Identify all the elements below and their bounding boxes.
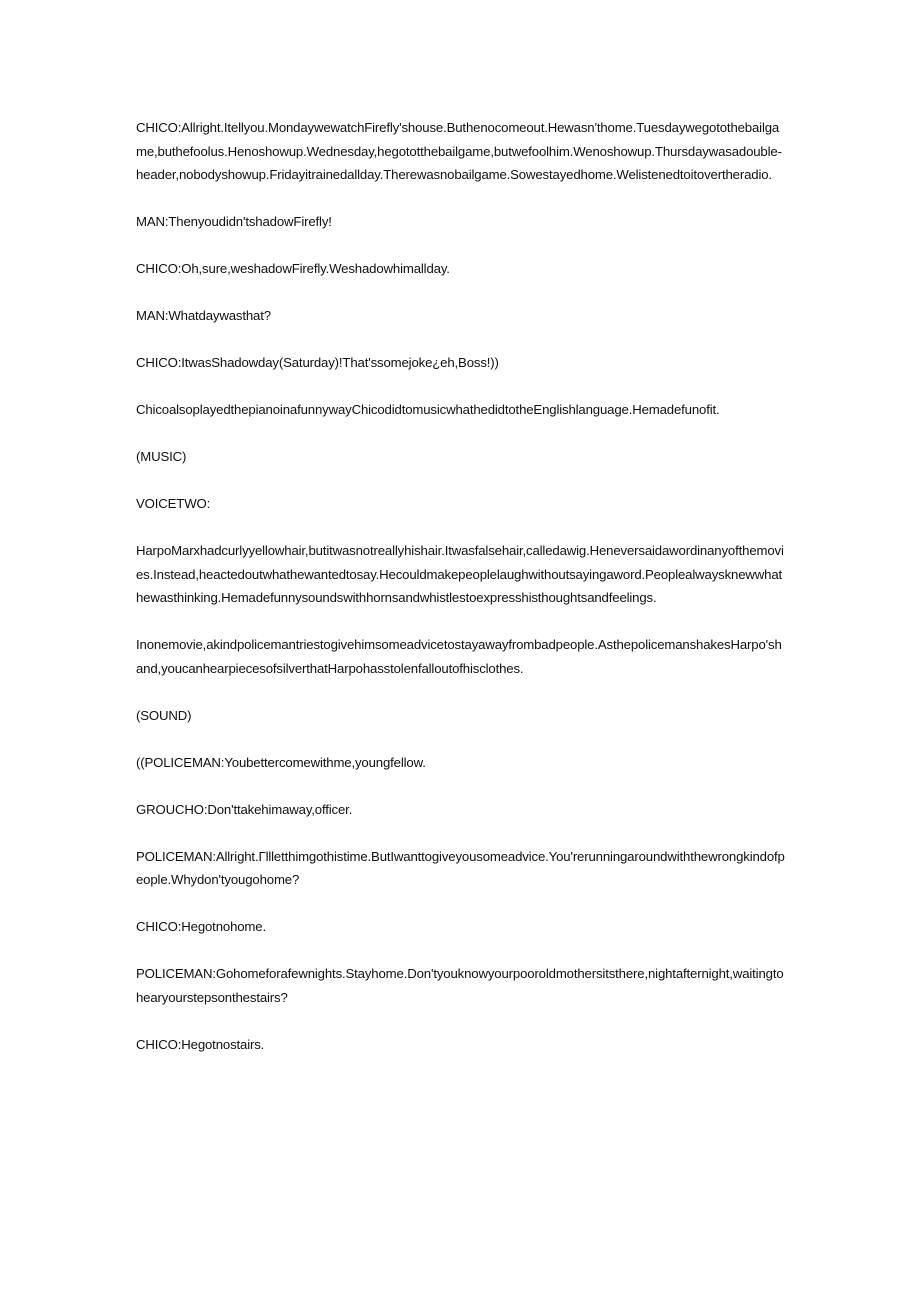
paragraph: CHICO:ItwasShadowday(Saturday)!That'ssomejoke¿eh,Boss!)) [136,355,499,370]
paragraph: GROUCHO:Don'ttakehimaway,officer. [136,801,353,817]
paragraph: CHICO:Oh,sure,weshadowFirefly.Weshadowhimallday. [136,261,450,276]
paragraph: POLICEMAN:Allright.Γllletthimgothistime.ButIwanttogiveyousomeadvice.You'rerunningaroundwiththewrongkindofpeople.Whydon'tyougohome? [136,848,785,887]
paragraph: (SOUND) [136,707,192,723]
paragraph: CHICO:Hegotnohome. [136,919,266,934]
paragraph: HarpoMarxhadcurlyyellowhair,butitwasnotreallyhishair.Itwasfalsehair,calledawig.Heneversaidawordinanyofthemovies.Instead,heactedoutwhathewantedtosay.Hecouldmakepeoplelaughwithoutsayingaword.Peoplealwaysknewwhathewasthinking.Hemadefunnysoundswithhornsandwhistlestoexpresshisthoughtsandfeelings. [136,543,784,605]
paragraph: CHICO:Allright.Itellyou.MondaywewatchFirefly'shouse.Buthenocomeout.Hewasn'thome.Tuesdaywegotothebailgame,buthefoolus.Henoshowup.Wednesday,hegototthebailgame,butwefoolhim.Wenoshowup.Thursdaywasadouble-header,nobodyshowup.Fridayitrainedallday.Therewasnobailgame.Sowestayedhome.Welistenedtoitovertheradio. [136,120,782,182]
paragraph: ((POLICEMAN:Youbettercomewithme,youngfellow. [136,754,426,770]
document-page [136,116,786,1080]
paragraph: MAN:Thenyoudidn'tshadowFirefly! [136,214,332,229]
paragraph: VOICETWO: [136,496,211,511]
paragraph: POLICEMAN:Gohomeforafewnights.Stayhome.Don'tyouknowyourpooroldmothersitsthere,nightafternight,waitingtohearyourstepsonthestairs? [136,966,784,1005]
paragraph: CHICO:Hegotnostairs. [136,1036,265,1052]
paragraph: Inonemovie,akindpolicemantriestogivehimsomeadvicetostayawayfrombadpeople.AsthepolicemanshakesHarpo'shand,youcanhearpiecesofsilverthatHarpohasstolenfalloutofhisclothes. [136,637,782,676]
paragraph: ChicoalsoplayedthepianoinafunnywayChicodidtomusicwhathedidtotheEnglishlanguage.Hemadefunofit. [136,402,720,417]
paragraph: MAN:Whatdaywasthat? [136,308,271,323]
paragraph: (MUSIC) [136,449,187,464]
